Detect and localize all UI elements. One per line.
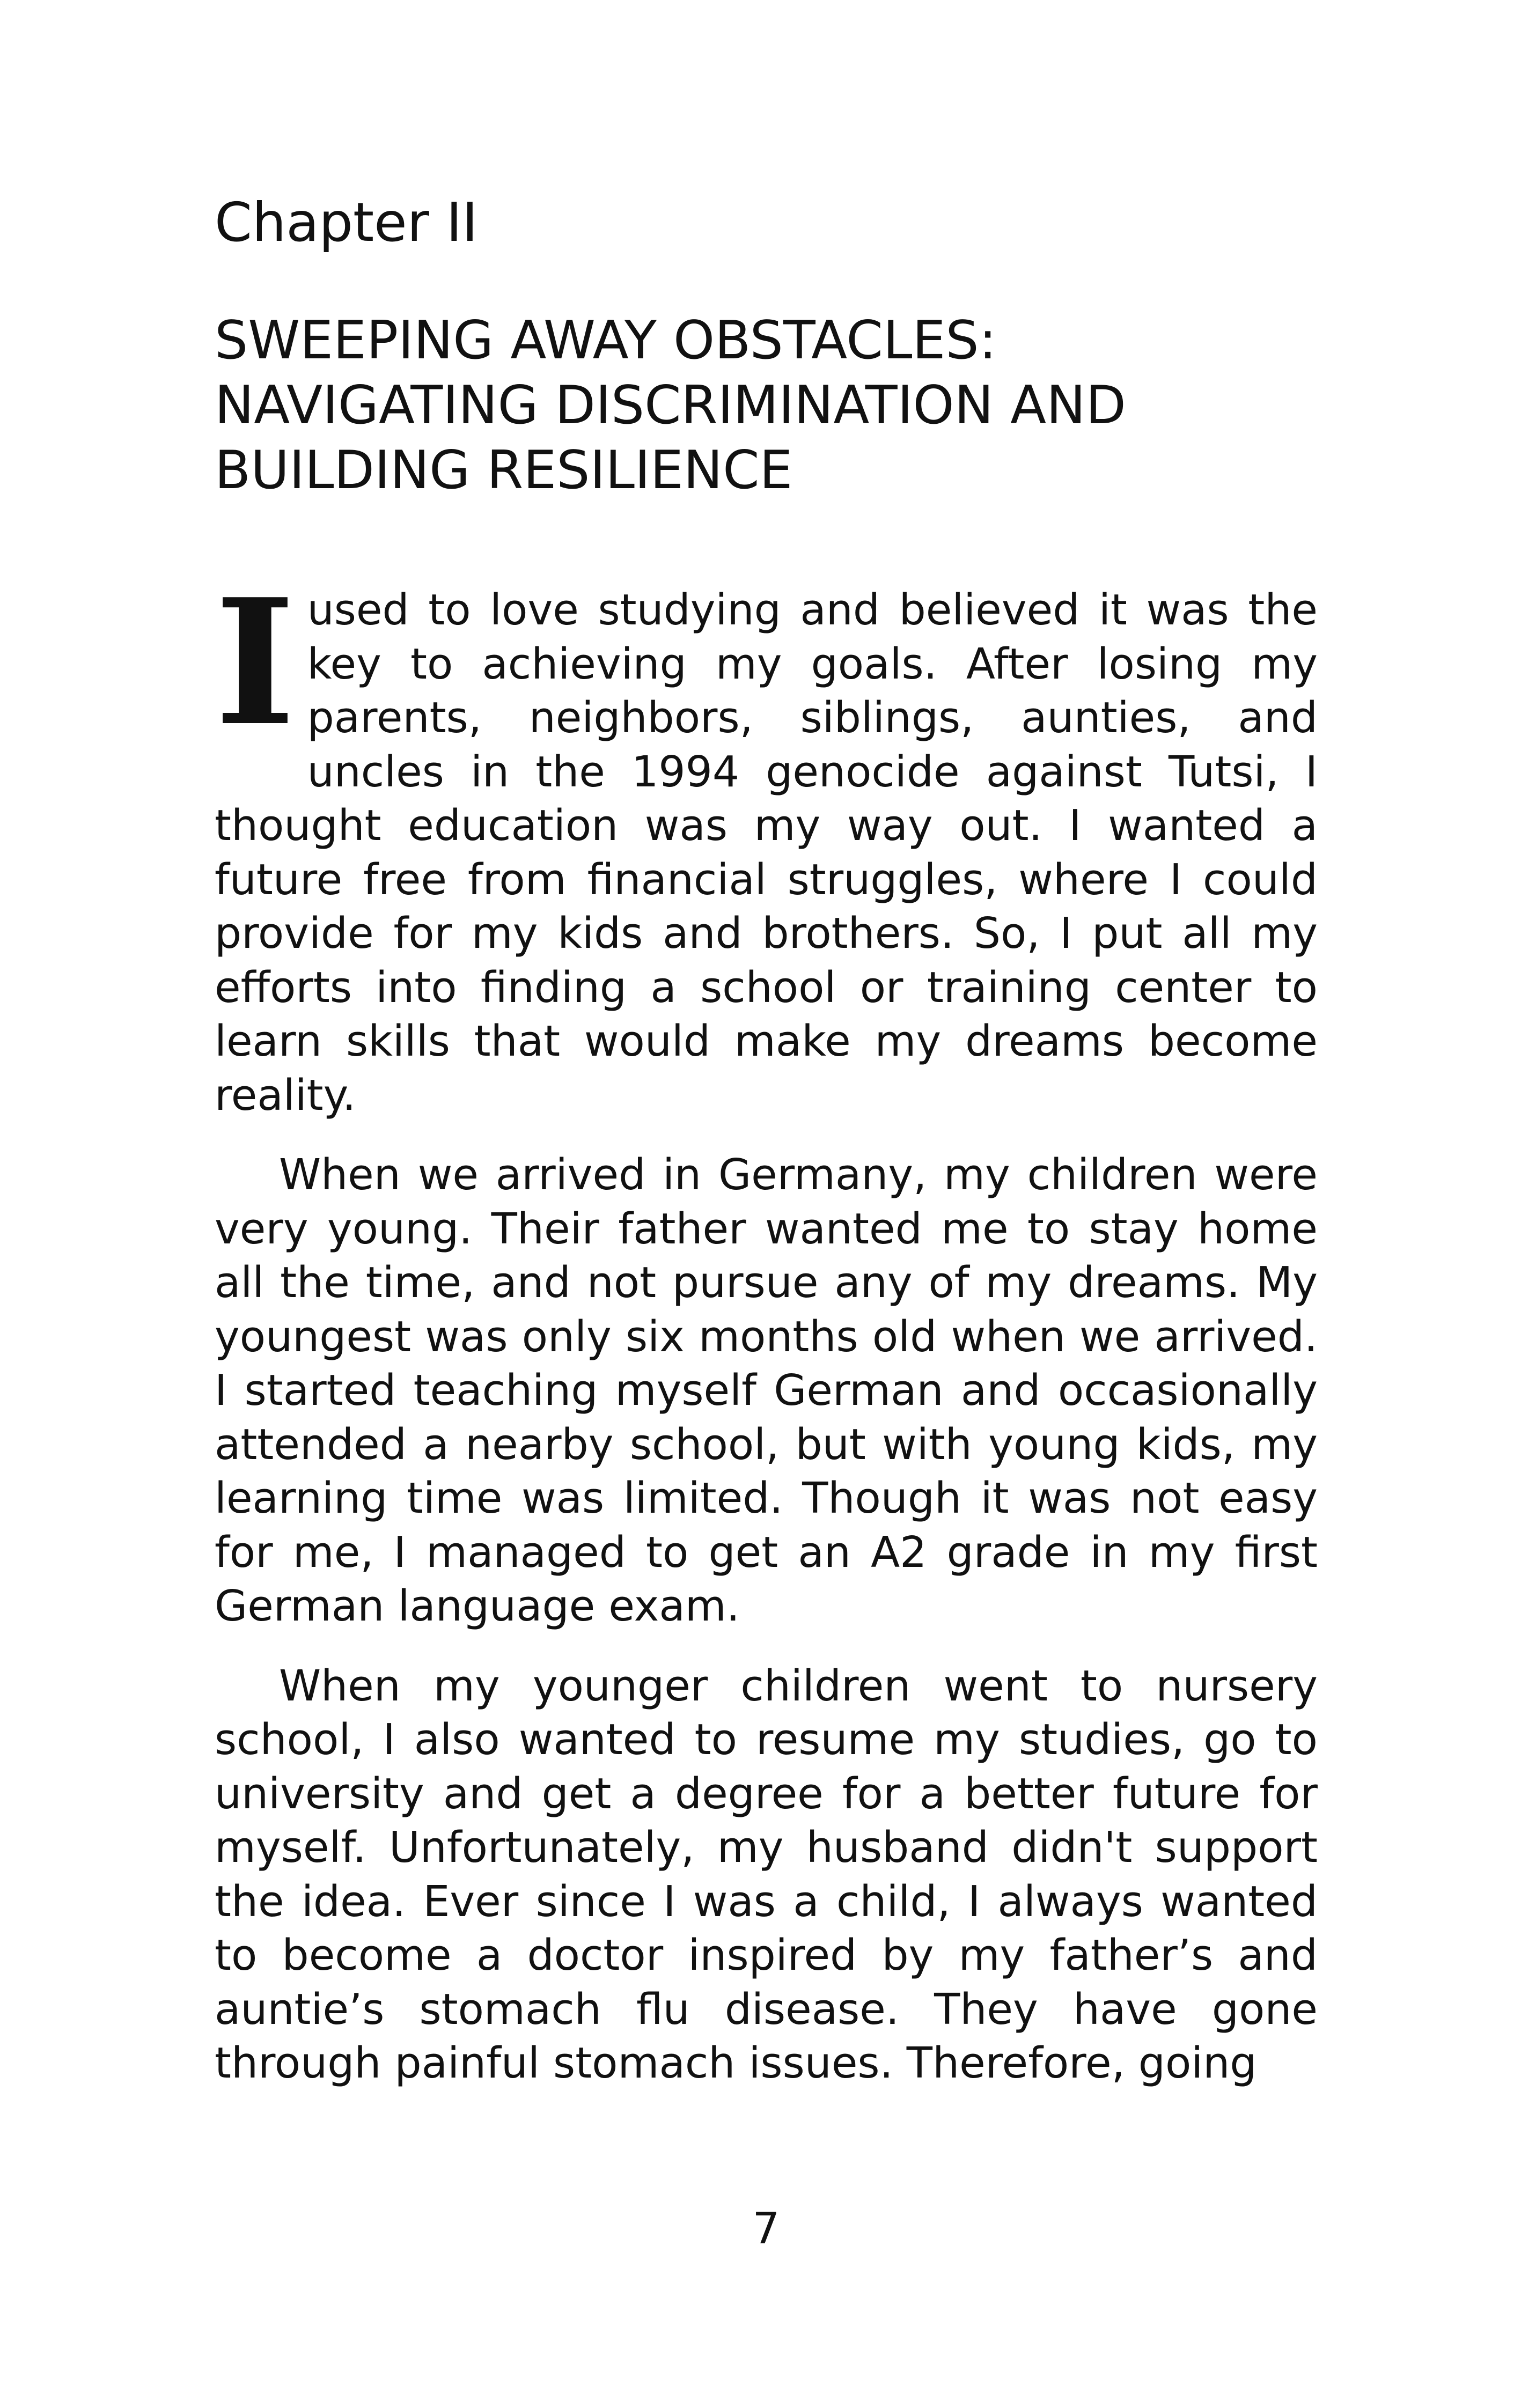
body-text	[215, 561, 1318, 2116]
drop-cap: I	[215, 561, 296, 764]
chapter-label: Chapter II	[215, 191, 478, 254]
paragraph-1	[215, 561, 1318, 1122]
chapter-title-line-3: BUILDING RESILIENCE	[215, 440, 793, 501]
chapter-title-line-1: SWEEPING AWAY OBSTACLES:	[215, 310, 997, 371]
chapter-title	[215, 308, 1318, 503]
paragraph-2: When we arrived in Germany, my children were very young. Their father wanted me to stay home all the time, and not pursue any of my dreams. My youngest was only six months old when we arrived. I started teaching myself German and occasionally attended a nearby school, but with young kids, my learning time was limited. Though it was not easy for me, I managed to get an A2 grade in my first German language exam.	[215, 1150, 1318, 1631]
page-number: 7	[752, 2204, 780, 2254]
paragraph-1-text: used to love studying and believed it was the key to achieving my goals. After losing my parents, neighbors, siblings, aunties, and uncles in the 1994 genocide against Tutsi, I thought education was my way out. I wanted a future free from financial struggles, where I could provide for my kids and brothers. So, I put all my efforts into finding a school or training center to learn skills that would make my dreams become reality.	[215, 585, 1318, 1120]
book-page	[215, 0, 1318, 2408]
paragraph-3: When my younger children went to nursery school, I also wanted to resume my studies, go to university and get a degree for a better future for myself. Unfortunately, my husband didn't support the idea. Ever since I was a child, I always wanted to become a doctor inspired by my father’s and auntie’s stomach flu disease. They have gone through painful stomach issues. Therefore, going	[215, 1661, 1318, 2088]
chapter-title-line-2: NAVIGATING DISCRIMINATION AND	[215, 375, 1126, 436]
